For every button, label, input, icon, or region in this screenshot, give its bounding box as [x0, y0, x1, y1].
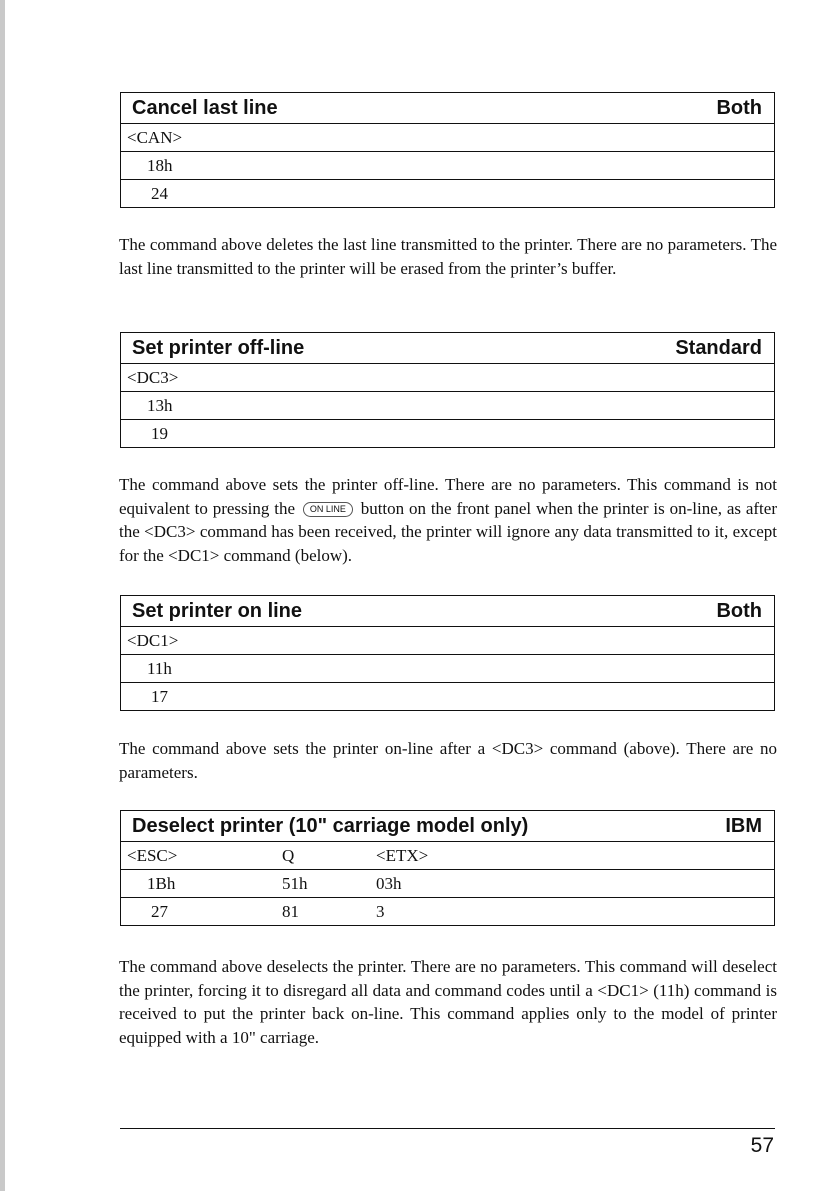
- command-title: Set printer off-line: [132, 336, 305, 359]
- command-header: [121, 93, 774, 124]
- command-box-deselect-printer: [120, 810, 775, 926]
- command-mode: Standard: [675, 336, 762, 359]
- ascii-code: <ESC>: [127, 845, 178, 865]
- command-header: [121, 811, 774, 842]
- ascii-row: [121, 842, 774, 870]
- ascii-row: [121, 364, 774, 392]
- command-title: Cancel last line: [132, 96, 278, 119]
- decimal-code: 19: [151, 423, 168, 443]
- decimal-code: 24: [151, 183, 168, 203]
- page-edge-shadow: [0, 0, 5, 1191]
- decimal-code: 81: [282, 901, 299, 921]
- decimal-row: [121, 898, 774, 925]
- page-number: 57: [750, 1134, 774, 1157]
- decimal-row: [121, 683, 774, 710]
- hex-code: 1Bh: [147, 873, 176, 893]
- decimal-code: 17: [151, 686, 168, 706]
- command-box-set-printer-on-line: [120, 595, 775, 711]
- hex-row: [121, 870, 774, 898]
- decimal-row: [121, 420, 774, 447]
- decimal-code: 3: [376, 901, 385, 921]
- ascii-code: <DC3>: [127, 367, 179, 387]
- command-mode: Both: [716, 96, 762, 119]
- hex-code: 18h: [147, 155, 173, 175]
- decimal-row: [121, 180, 774, 207]
- command-header: [121, 596, 774, 627]
- hex-row: [121, 392, 774, 420]
- command-title: Set printer on line: [132, 599, 303, 622]
- decimal-code: 27: [151, 901, 168, 921]
- hex-code: 03h: [376, 873, 402, 893]
- command-mode: Both: [716, 599, 762, 622]
- hex-code: 11h: [147, 658, 172, 678]
- description-text-after: button on the front panel when the printer is on-line, as after the <DC3> command has been received, the printer will ignore any data transmitted to it, except for the <DC1> command (below).: [119, 498, 777, 565]
- command-mode: IBM: [725, 814, 762, 837]
- command-box-cancel-last-line: [120, 92, 775, 208]
- hex-code: 13h: [147, 395, 173, 415]
- hex-code: 51h: [282, 873, 308, 893]
- ascii-code: <CAN>: [127, 127, 183, 147]
- description-cancel-last-line: The command above deletes the last line transmitted to the printer. There are no parameters. The last line transmitted to the printer will be erased from the printer’s buffer.: [119, 235, 777, 278]
- ascii-row: [121, 124, 774, 152]
- ascii-code: Q: [282, 845, 295, 865]
- description-deselect-printer: The command above deselects the printer. There are no parameters. This command will deselect the printer, forcing it to disregard all data and command codes until a <DC1> (11h) command is received to put the printer back on-line. This command applies only to the model of printer equipped with a 10" carriage.: [119, 957, 777, 1047]
- command-box-set-printer-off-line: [120, 332, 775, 448]
- ascii-code: <ETX>: [376, 845, 429, 865]
- description-set-printer-on-line: The command above sets the printer on-line after a <DC3> command (above). There are no parameters.: [119, 739, 777, 782]
- command-title: Deselect printer (10" carriage model only): [132, 814, 529, 837]
- ascii-code: <DC1>: [127, 630, 179, 650]
- description-set-printer-off-line: [119, 473, 777, 567]
- command-header: [121, 333, 774, 364]
- hex-row: [121, 152, 774, 180]
- ascii-row: [121, 627, 774, 655]
- footer-rule: [120, 1128, 775, 1129]
- online-button-glyph: ON LINE: [303, 502, 353, 517]
- hex-row: [121, 655, 774, 683]
- description-text-before: The command above sets the printer off-line. There are no parameters. This command is not equivalent to pressing the: [119, 475, 777, 518]
